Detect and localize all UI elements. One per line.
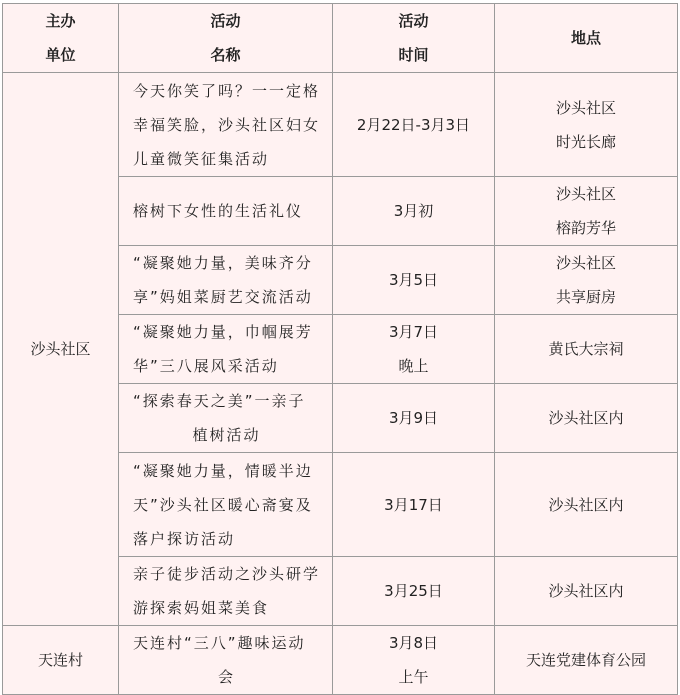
activity-name: 榕树下女性的生活礼仪 — [119, 177, 333, 246]
activity-name: “探索春天之美”一亲子 植树活动 — [119, 384, 333, 453]
activity-place: 沙头社区 榕韵芳华 — [495, 177, 678, 246]
table-row — [3, 73, 678, 177]
header-row — [3, 4, 678, 73]
activity-name: 亲子徒步活动之沙头研学 游探索妈姐菜美食 — [119, 557, 333, 626]
activity-place: 沙头社区内 — [495, 384, 678, 453]
activity-place: 黄氏大宗祠 — [495, 315, 678, 384]
header-unit: 主办 单位 — [3, 4, 119, 73]
activity-time: 3月8日 上午 — [333, 626, 495, 695]
activity-time: 2月22日-3月3日 — [333, 73, 495, 177]
activity-time: 3月25日 — [333, 557, 495, 626]
events-table — [2, 3, 678, 695]
table-row — [3, 626, 678, 695]
activity-place: 沙头社区内 — [495, 557, 678, 626]
activity-time: 3月7日 晚上 — [333, 315, 495, 384]
header-time: 活动 时间 — [333, 4, 495, 73]
activity-time: 3月17日 — [333, 453, 495, 557]
activity-name: “凝聚她力量，情暖半边 天”沙头社区暖心斋宴及 落户探访活动 — [119, 453, 333, 557]
activity-place: 沙头社区 时光长廊 — [495, 73, 678, 177]
header-place: 地点 — [495, 4, 678, 73]
activity-name: 天连村“三八”趣味运动 会 — [119, 626, 333, 695]
activity-place: 沙头社区内 — [495, 453, 678, 557]
header-name: 活动 名称 — [119, 4, 333, 73]
activity-place: 天连党建体育公园 — [495, 626, 678, 695]
activity-time: 3月9日 — [333, 384, 495, 453]
activity-name: “凝聚她力量，美味齐分 享”妈姐菜厨艺交流活动 — [119, 246, 333, 315]
activity-time: 3月5日 — [333, 246, 495, 315]
activity-name: 今天你笑了吗？一一定格 幸福笑脸，沙头社区妇女 儿童微笑征集活动 — [119, 73, 333, 177]
activity-place: 沙头社区 共享厨房 — [495, 246, 678, 315]
unit-cell: 天连村 — [3, 626, 119, 695]
unit-cell: 沙头社区 — [3, 73, 119, 626]
activity-time: 3月初 — [333, 177, 495, 246]
activity-name: “凝聚她力量，巾帼展芳 华”三八展风采活动 — [119, 315, 333, 384]
